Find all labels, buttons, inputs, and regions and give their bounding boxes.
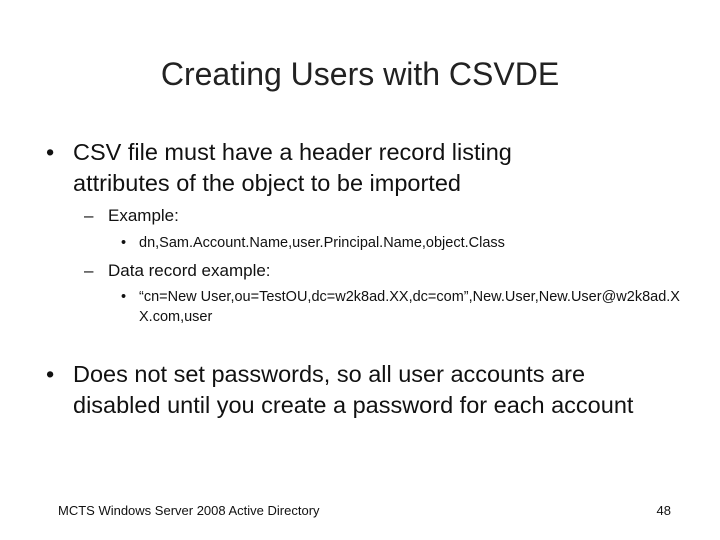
example-data-text: “cn=New User,ou=TestOU,dc=w2k8ad.XX,dc=com”,New.User,New.User@w2k8ad.XX.com,user (139, 289, 680, 325)
dash-marker: – (84, 206, 94, 225)
footer-course-title: MCTS Windows Server 2008 Active Directory (58, 503, 320, 518)
dash-marker: – (84, 261, 94, 280)
bullet-text: Does not set passwords, so all user accounts are disabled until you create a password for each account (73, 361, 634, 418)
bullet-marker: • (121, 235, 127, 251)
bullet-passwords (46, 359, 673, 421)
slide-title: Creating Users with CSVDE (160, 56, 560, 92)
example-data-line (121, 287, 684, 327)
sub-bullet-data-record (84, 260, 271, 281)
sub-bullet-text: Example: (108, 206, 179, 225)
bullet-csv-header (46, 137, 593, 199)
slide-number: 48 (656, 503, 671, 518)
sub-bullet-text: Data record example: (108, 261, 271, 280)
bullet-marker: • (121, 289, 127, 305)
example-header-text: dn,Sam.Account.Name,user.Principal.Name,object.Class (139, 235, 505, 251)
sub-bullet-example (84, 205, 179, 226)
bullet-marker: • (46, 361, 55, 387)
bullet-text: CSV file must have a header record listing attributes of the object to be imported (73, 139, 512, 196)
bullet-marker: • (46, 139, 55, 165)
example-header-line (121, 233, 505, 253)
